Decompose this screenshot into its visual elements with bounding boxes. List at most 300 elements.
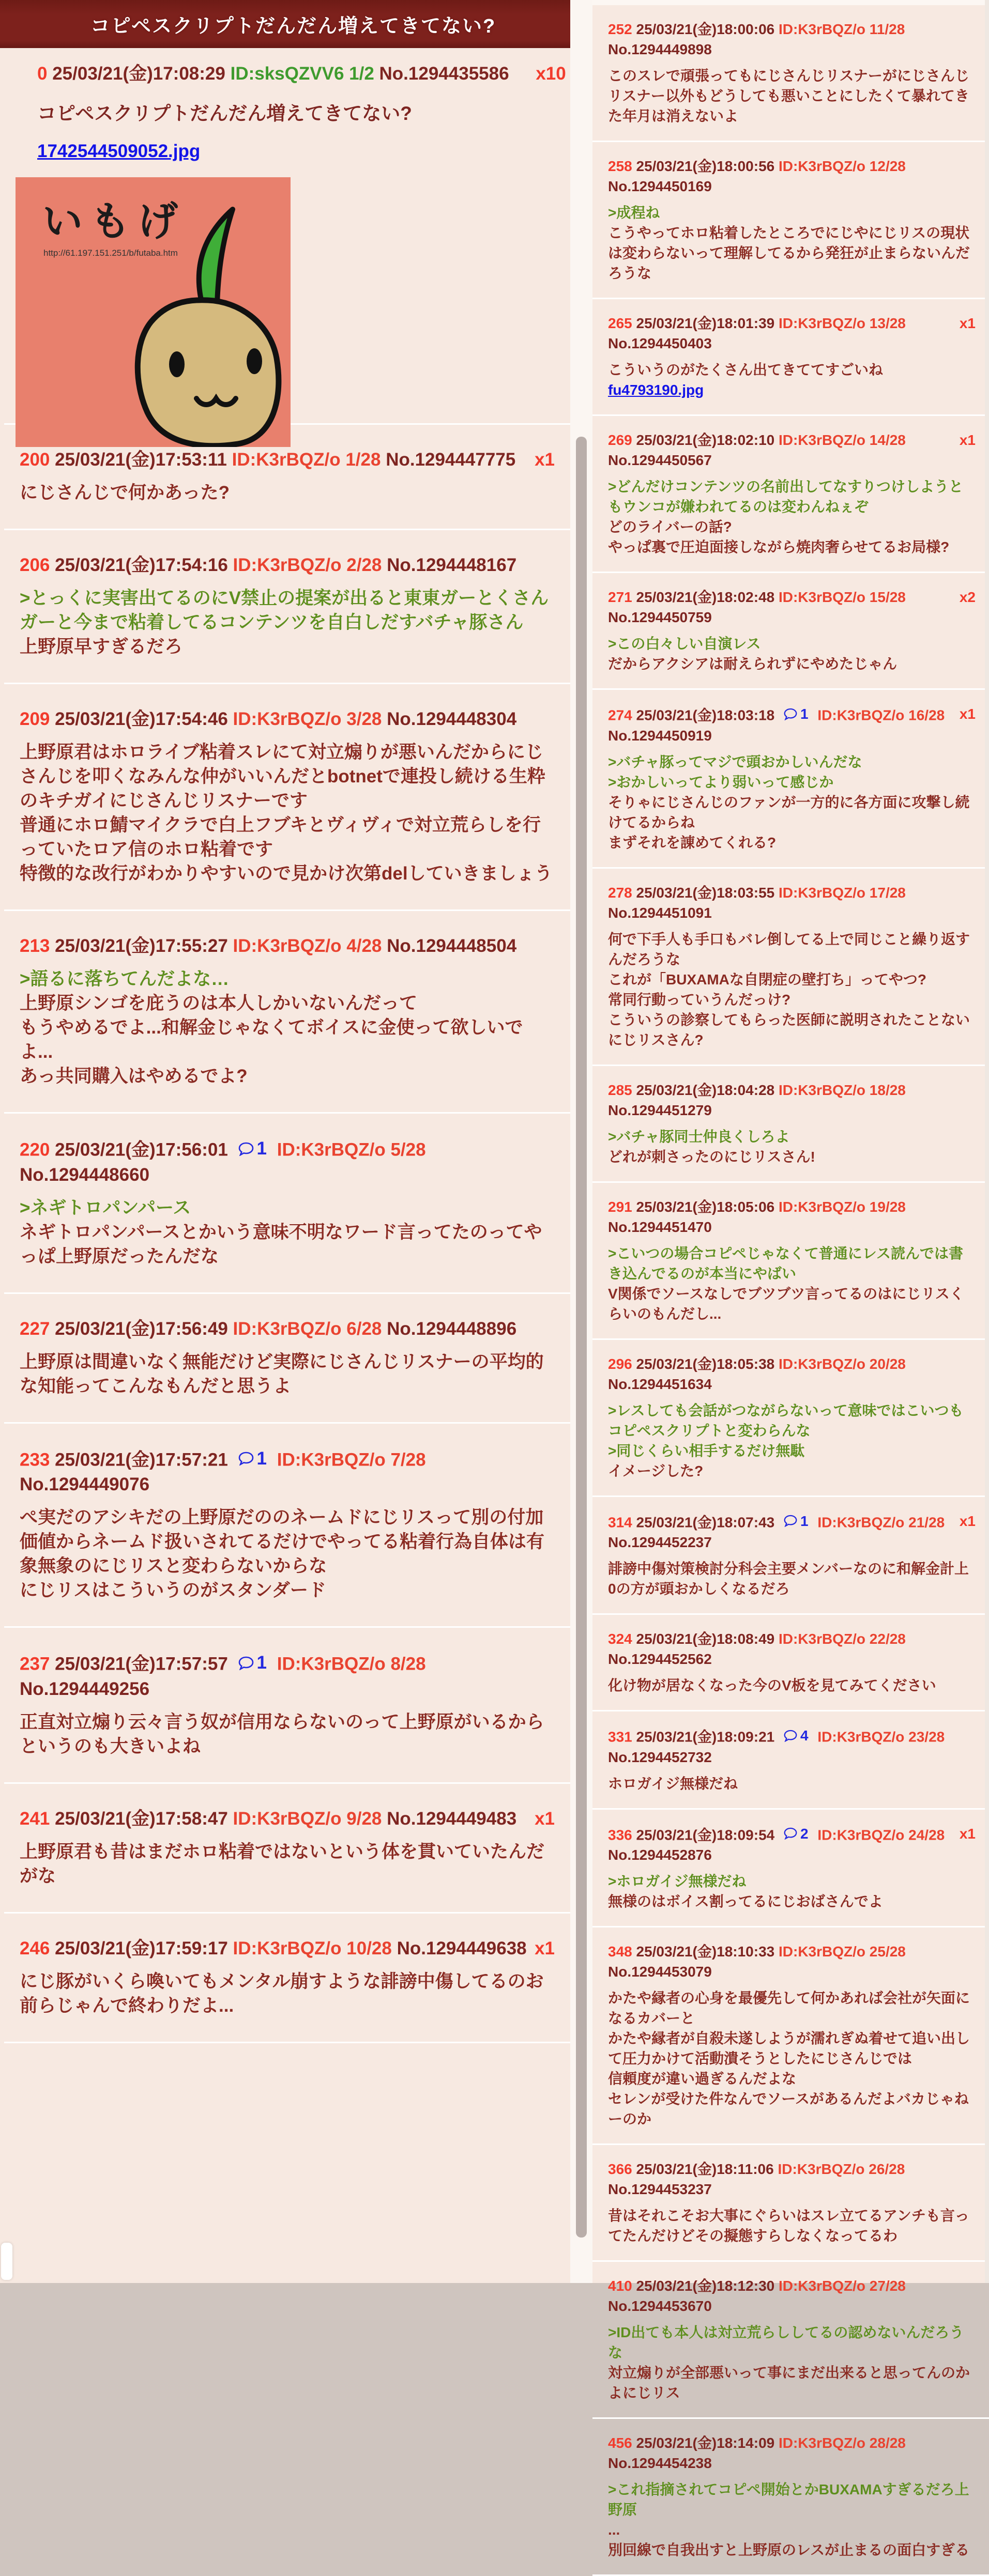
potato-left-eye	[169, 351, 185, 377]
thread-title: コピペスクリプトだんだん増えてきてない?	[90, 16, 496, 37]
post-date: 25/03/21(金)17:56:49	[55, 1318, 228, 1339]
post-body-line: やっぱ裏で圧迫面接しながら焼肉奢らせてるお局様?	[608, 539, 950, 555]
post-id: ID:K3rBQZ/o	[233, 936, 342, 956]
post-body-line: 昔はそれこそお大事にぐらいはスレ立てるアンチも言ってたんだけどその擬態すらしなくなってるわ	[608, 2208, 969, 2244]
post-body-line: V関係でソースなしでブツブツ言ってるのはにじリスくらいのもんだし...	[608, 1285, 964, 1322]
post-body-line: 信頼度が違い過ぎるんだよな	[608, 2071, 797, 2087]
post-id-count: 7/28	[390, 1449, 426, 1470]
post-date: 25/03/21(金)17:54:46	[55, 709, 228, 729]
post-body-line: こういうのがたくさん出てきててすごいね	[608, 362, 884, 378]
left-edge-sliver	[1, 2243, 12, 2280]
post-body	[608, 1773, 976, 1794]
post-number: 265	[608, 315, 632, 331]
reply-count-badge[interactable]	[238, 1446, 267, 1471]
post-header	[608, 430, 976, 470]
post-header	[608, 587, 976, 627]
reply-count-number: 1	[256, 1653, 267, 1673]
reply-count-number: 1	[800, 706, 809, 722]
post-id-count: 13/28	[869, 315, 906, 331]
post	[4, 1424, 570, 1628]
post-header	[608, 704, 976, 746]
post-number: 271	[608, 589, 632, 605]
post-no: No.1294447775	[386, 450, 516, 470]
post-date: 25/03/21(金)18:04:28	[636, 1082, 775, 1098]
post-body-line: どれが刺さったのにじリスさん!	[608, 1148, 815, 1165]
post-body	[608, 929, 976, 1050]
post-header	[20, 1936, 555, 1961]
post-body	[608, 1127, 976, 1167]
post	[592, 299, 989, 416]
post-header	[608, 1725, 976, 1767]
post-body-line: 上野原は間違いなく無能だけど実際にじさんじリスナーの平均的な知能ってこんなもんだと思うよ	[20, 1351, 544, 1396]
post-number: 296	[608, 1355, 632, 1372]
post-no: No.1294450567	[608, 452, 712, 468]
post-date: 25/03/21(金)18:11:06	[636, 2161, 774, 2177]
post-number: 291	[608, 1198, 632, 1215]
post-id: ID:K3rBQZ/o	[233, 709, 342, 729]
post-date: 25/03/21(金)18:12:30	[636, 2278, 775, 2294]
post-id-count: 18/28	[869, 1082, 906, 1098]
reply-count-number: 1	[800, 1513, 809, 1529]
post-body-line: 誹謗中傷対策検討分科会主要メンバーなのに和解金計上0の方が頭おかしくなるだろ	[608, 1561, 969, 1597]
reply-count-badge[interactable]	[784, 1511, 809, 1531]
sodane-count: x2	[959, 589, 976, 605]
post-no: No.1294448304	[387, 709, 517, 729]
post-id: ID:K3rBQZ/o	[779, 1082, 866, 1098]
op-post-id-count: 1/2	[349, 64, 374, 84]
post-no: No.1294454238	[608, 2455, 712, 2471]
post-date: 25/03/21(金)18:14:09	[636, 2435, 775, 2451]
post-header	[608, 1354, 976, 1394]
reply-bubble-icon	[238, 1656, 254, 1670]
op-post-number: 0	[37, 64, 48, 84]
post-no: No.1294451634	[608, 1376, 712, 1392]
post-body-line: >どんだけコンテンツの名前出してなすりつけしようともウンコが嫌われてるのは変わんねぇぞ	[608, 479, 963, 515]
reply-bubble-icon	[784, 1730, 797, 1742]
post-number: 324	[608, 1631, 632, 1647]
post-number: 213	[20, 936, 50, 956]
post-no: No.1294448167	[387, 555, 517, 575]
post-no: No.1294449898	[608, 41, 712, 57]
post-body-line: 普通にホロ鯖マイクラで白上フブキとヴィヴィで対立荒らしを行っていたロア信のホロ粘着です	[20, 815, 541, 859]
post-body-line: セレンが受けた件なんでソースがあるんだよバカじゃねーのか	[608, 2091, 969, 2127]
post-no: No.1294451091	[608, 904, 712, 921]
post-body-line: >バチャ豚ってマジで頭おかしいんだな	[608, 753, 862, 770]
post-id-count: 11/28	[869, 21, 905, 37]
thread-title-bar	[0, 0, 586, 48]
post-id: ID:K3rBQZ/o	[778, 2161, 865, 2177]
post-id: ID:K3rBQZ/o	[233, 1808, 342, 1829]
post-id: ID:K3rBQZ/o	[779, 1198, 866, 1215]
post-body-line: 上野原君はホロライブ粘着スレにて対立煽りが悪いんだからにじさんじを叩くなみんな仲がいいんだとbotnetで連投し続ける生粋のキチガイにじさんじリスナーです	[20, 742, 545, 811]
post-id-count: 4/28	[346, 936, 382, 956]
post-body-line: まずそれを諌めてくれる?	[608, 834, 777, 851]
reply-list-left	[4, 423, 570, 2043]
post-date: 25/03/21(金)17:57:57	[55, 1654, 228, 1674]
post-body-line: にじリスはこういうのがスタンダード	[20, 1580, 326, 1600]
post-body-line: >同じくらい相手するだけ無駄	[608, 1442, 805, 1459]
post-id: ID:K3rBQZ/o	[817, 1514, 905, 1530]
post	[4, 1628, 570, 1784]
op-post	[0, 48, 586, 423]
post-id: ID:K3rBQZ/o	[277, 1654, 386, 1674]
reply-count-badge[interactable]	[238, 1136, 267, 1161]
post-body-line: ...	[608, 2522, 620, 2538]
post-date: 25/03/21(金)18:03:55	[636, 884, 775, 901]
post-no: No.1294453237	[608, 2181, 712, 2197]
post-header	[20, 1651, 555, 1702]
post-id: ID:K3rBQZ/o	[232, 450, 341, 470]
post-no: No.1294452876	[608, 1847, 712, 1863]
post-id: ID:K3rBQZ/o	[233, 1318, 342, 1339]
post	[592, 142, 989, 299]
post-date: 25/03/21(金)17:56:01	[55, 1139, 228, 1160]
reply-bubble-icon	[784, 1827, 797, 1840]
post-number: 258	[608, 158, 632, 174]
post-id-count: 22/28	[869, 1631, 906, 1647]
post-id: ID:K3rBQZ/o	[233, 1938, 342, 1958]
post-body-line: >この白々しい自演レス	[608, 636, 761, 652]
post	[4, 1114, 570, 1294]
post	[4, 1294, 570, 1424]
post-number: 331	[608, 1729, 632, 1745]
column-gutter	[570, 0, 592, 2283]
post-id-count: 28/28	[869, 2435, 906, 2451]
reply-bubble-icon	[784, 708, 797, 720]
post-id: ID:K3rBQZ/o	[277, 1139, 386, 1160]
scrollbar-thumb[interactable]	[576, 437, 587, 2238]
post-id: ID:K3rBQZ/o	[817, 707, 905, 723]
post-body-line: 上野原君も昔はまだホロ粘着ではないという体を貫いていたんだがな	[20, 1841, 545, 1886]
post-body	[608, 203, 976, 283]
post-body	[608, 1988, 976, 2129]
post-body	[608, 66, 976, 126]
post-id-count: 16/28	[908, 707, 945, 723]
post-date: 25/03/21(金)17:54:16	[55, 555, 228, 575]
post-body-line: >これ指摘されてコピペ開始とかBUXAMAすぎるだろ上野原	[608, 2481, 969, 2518]
op-post-date: 25/03/21(金)17:08:29	[52, 64, 225, 84]
post-date: 25/03/21(金)17:58:47	[55, 1808, 228, 1829]
sodane-count: x1	[959, 432, 976, 448]
post-body	[20, 1710, 555, 1759]
post-id-count: 15/28	[869, 589, 906, 605]
post-body-line: >ホロガイジ無様だね	[608, 1873, 747, 1889]
post-id-count: 20/28	[869, 1355, 906, 1372]
post-id: ID:K3rBQZ/o	[779, 884, 866, 901]
post	[592, 1066, 989, 1183]
post-header	[608, 19, 976, 59]
post-id-count: 1/28	[345, 450, 381, 470]
sodane-count: x1	[535, 450, 555, 470]
post	[592, 1183, 989, 1340]
thread-pane-right	[592, 0, 989, 2558]
post-date: 25/03/21(金)18:05:06	[636, 1198, 775, 1215]
reply-count-number: 1	[256, 1138, 267, 1159]
post-no: No.1294448504	[387, 936, 517, 956]
post-id-count: 19/28	[869, 1198, 906, 1215]
post-number: 278	[608, 884, 632, 901]
post-body-line: >とっくに実害出てるのにV禁止の提案が出ると東東ガーとくさんガーと今まで粘着してるコンテンツを自白しだすバチャ豚さん	[20, 588, 549, 633]
post	[592, 416, 989, 573]
post-date: 25/03/21(金)18:03:18	[636, 707, 775, 723]
post	[4, 684, 570, 911]
post-body	[20, 1969, 555, 2018]
post-id: ID:K3rBQZ/o	[779, 158, 866, 174]
post-body-line: このスレで頑張ってもにじさんじリスナーがにじさんじリスナー以外もどうしても悪いことにしたくて暴れてきた年月は消えないよ	[608, 68, 969, 124]
post-id-count: 17/28	[869, 884, 906, 901]
post-body-line: どのライバーの話?	[608, 519, 732, 535]
post-date: 25/03/21(金)18:09:21	[636, 1729, 775, 1745]
post-no: No.1294450403	[608, 335, 712, 351]
post-no: No.1294450759	[608, 609, 712, 625]
post-body-line: >語るに落ちてんだよな…	[20, 969, 230, 989]
post-number: 246	[20, 1938, 50, 1958]
post-body	[608, 1559, 976, 1599]
post-body-line: 化け物が居なくなった今のV板を見てみてください	[608, 1677, 936, 1693]
post-id: ID:K3rBQZ/o	[779, 1943, 866, 1960]
post-body-line: ネギトロパンパースとかいう意味不明なワード言ってたのってやっぱ上野原だったんだな	[20, 1222, 542, 1267]
reply-count-badge[interactable]	[784, 1824, 809, 1844]
post-number: 410	[608, 2278, 632, 2294]
post-body	[608, 752, 976, 853]
post-body	[20, 1350, 555, 1398]
post-header	[608, 883, 976, 923]
post-id-count: 5/28	[390, 1139, 426, 1160]
post-body-line: 無様のはボイス割ってるにじおばさんでよ	[608, 1893, 883, 1909]
post	[592, 1340, 989, 1497]
post-body	[20, 481, 555, 505]
post-body-line: 何で下手人も手口もバレ倒してる上で同じこと繰り返すんだろうな	[608, 931, 970, 967]
post	[592, 573, 989, 690]
post	[4, 1914, 570, 2043]
post-body-line: あっ共同購入はやめるでよ?	[20, 1066, 248, 1086]
op-post-no[interactable]: No.1294435586	[379, 64, 509, 84]
post-body-line: >レスしても会話がつながらないって意味ではこいつもコピペスクリプトと変わらんな	[608, 1402, 964, 1439]
post-body-link-line	[608, 380, 976, 400]
post-id: ID:K3rBQZ/o	[233, 555, 342, 575]
post-date: 25/03/21(金)18:09:54	[636, 1827, 775, 1843]
post-body-line: >バチャ豚同士仲良くしろよ	[608, 1128, 790, 1145]
reply-count-number: 4	[800, 1727, 809, 1744]
post-body-line: だからアクシアは耐えられずにやめたじゃん	[608, 656, 897, 672]
post-body	[608, 360, 976, 400]
post-body-line: 別回線で自我出すと上野原のレスが止まるの面白すぎる	[608, 2542, 970, 2558]
reply-bubble-icon	[238, 1452, 254, 1466]
op-sodane-count: x10	[536, 64, 566, 84]
post	[592, 2145, 989, 2262]
post-body-line: にじさんじで何かあった?	[20, 483, 230, 503]
post-header	[20, 1317, 555, 1341]
post-body-line: そりゃにじさんじのファンが一方的に各方面に攻撃し続けてるからね	[608, 794, 970, 830]
post-number: 220	[20, 1139, 50, 1160]
post-header	[608, 313, 976, 353]
post-body	[608, 2479, 976, 2560]
post-no: No.1294449483	[387, 1808, 517, 1829]
post-body-line: ホロガイジ無様だね	[608, 1775, 738, 1792]
post-number: 227	[20, 1318, 50, 1339]
post-header	[608, 1824, 976, 1865]
post-number: 366	[608, 2161, 632, 2177]
post-number: 241	[20, 1808, 50, 1829]
op-thumbnail-image[interactable]	[16, 177, 291, 447]
post-body-line: 特徴的な改行がわかりやすいので見かけ次第delしていきましょう	[20, 863, 553, 884]
post-body	[608, 476, 976, 557]
post-id-count: 21/28	[908, 1514, 945, 1530]
post-body-line: 正直対立煽り云々言う奴が信用ならないのって上野原がいるからというのも大きいよね	[20, 1711, 544, 1756]
reply-count-number: 1	[256, 1448, 267, 1469]
post-no: No.1294450919	[608, 727, 712, 744]
post-id: ID:K3rBQZ/o	[779, 315, 866, 331]
post-body-line: >こいつの場合コピペじゃなくて普通にレス読んでは書き込んでるのが本当にやばい	[608, 1245, 963, 1282]
post-id: ID:K3rBQZ/o	[779, 432, 866, 448]
reply-bubble-icon	[784, 1515, 797, 1527]
post-body-line: これが「BUXAMAな自閉症の壁打ち」ってやつ?	[608, 971, 926, 988]
post-no: No.1294449256	[20, 1678, 150, 1699]
reply-count-badge[interactable]	[784, 1725, 809, 1746]
post-id: ID:K3rBQZ/o	[779, 589, 866, 605]
post-header	[20, 1807, 555, 1831]
post-header	[608, 1629, 976, 1669]
post-number: 314	[608, 1514, 632, 1530]
post-id: ID:K3rBQZ/o	[817, 1827, 905, 1843]
post-body-line: 上野原早すぎるだろ	[20, 637, 183, 657]
post-number: 252	[608, 21, 632, 37]
post-no: No.1294452562	[608, 1651, 712, 1667]
post-body	[20, 1196, 555, 1269]
post-id: ID:K3rBQZ/o	[779, 1355, 866, 1372]
post-no: No.1294449638	[397, 1938, 527, 1958]
post-id-count: 27/28	[869, 2278, 906, 2294]
post	[592, 690, 989, 869]
reply-count-badge[interactable]	[784, 704, 809, 724]
post-date: 25/03/21(金)17:59:17	[55, 1938, 228, 1958]
post	[592, 869, 989, 1066]
post-id: ID:K3rBQZ/o	[817, 1729, 905, 1745]
op-file-link[interactable]: 1742544509052.jpg	[37, 141, 201, 161]
post-date: 25/03/21(金)17:53:11	[55, 450, 227, 470]
post-body-line: 常同行動っていうんだっけ?	[608, 991, 791, 1008]
post-date: 25/03/21(金)17:55:27	[55, 936, 228, 956]
sodane-count: x1	[959, 1825, 976, 1842]
op-post-header	[37, 61, 581, 86]
post	[592, 2419, 989, 2576]
post-date: 25/03/21(金)18:07:43	[636, 1514, 775, 1530]
post-body-line: 対立煽りが全部悪いって事にまだ出来ると思ってんのかよにじリス	[608, 2365, 970, 2401]
post-body-line: >成程ね	[608, 205, 660, 221]
post-body	[20, 967, 555, 1088]
sodane-count: x1	[959, 706, 976, 722]
attachment-link[interactable]: fu4793190.jpg	[608, 382, 704, 398]
post	[592, 1497, 989, 1615]
post-body	[20, 1840, 555, 1888]
post-date: 25/03/21(金)18:08:49	[636, 1631, 775, 1647]
sodane-count: x1	[959, 1513, 976, 1529]
post-header	[608, 2433, 976, 2473]
post-id-count: 26/28	[869, 2161, 905, 2177]
post-header	[608, 1511, 976, 1553]
post-body-line: こうやってホロ粘着したところでにじやにじリスの現状は変わらないって理解してるから発狂が止まらないんだろうな	[608, 225, 970, 281]
post-date: 25/03/21(金)18:02:48	[636, 589, 775, 605]
post-date: 25/03/21(金)17:57:21	[55, 1449, 228, 1470]
reply-count-number: 2	[800, 1825, 809, 1842]
post	[592, 1615, 989, 1711]
post-header	[20, 707, 555, 732]
post	[592, 1927, 989, 2145]
post-header	[20, 1446, 555, 1498]
post-number: 348	[608, 1943, 632, 1960]
post-no: No.1294451279	[608, 1102, 712, 1118]
post	[4, 911, 570, 1114]
post-body-line: こういうの診察してもらった医師に説明されたことないにじリスさん?	[608, 1011, 970, 1048]
post-number: 206	[20, 555, 50, 575]
post-body	[608, 1243, 976, 1324]
post	[4, 530, 570, 684]
post-id-count: 9/28	[346, 1808, 382, 1829]
post-header	[20, 448, 555, 472]
imoge-logo-text: いもげ	[42, 198, 186, 244]
post-id: ID:K3rBQZ/o	[779, 2278, 866, 2294]
post-number: 285	[608, 1082, 632, 1098]
post-body	[20, 586, 555, 659]
post-id-count: 3/28	[346, 709, 382, 729]
post-no: No.1294453079	[608, 1964, 712, 1980]
post-date: 25/03/21(金)18:00:06	[636, 21, 775, 37]
post-no: No.1294453670	[608, 2298, 712, 2314]
post-number: 237	[20, 1654, 50, 1674]
post-number: 233	[20, 1449, 50, 1470]
post	[592, 2262, 989, 2419]
post-no: No.1294450169	[608, 178, 712, 194]
post-id-count: 12/28	[869, 158, 906, 174]
post-id-count: 6/28	[346, 1318, 382, 1339]
post-no: No.1294449076	[20, 1474, 150, 1494]
post-header	[608, 156, 976, 196]
post-date: 25/03/21(金)18:01:39	[636, 315, 775, 331]
post-body	[608, 2322, 976, 2403]
post-header	[608, 2276, 976, 2316]
op-subject-text: コピペスクリプトだんだん増えてきてない?	[37, 103, 412, 124]
post-number: 269	[608, 432, 632, 448]
post-date: 25/03/21(金)18:00:56	[636, 158, 775, 174]
post-no: No.1294448896	[387, 1318, 517, 1339]
op-post-id[interactable]: ID:sksQZVV6	[230, 64, 344, 84]
potato-right-eye	[247, 348, 262, 374]
post	[592, 5, 989, 142]
post-date: 25/03/21(金)18:05:38	[636, 1355, 775, 1372]
post-body-line: かたや縁者が自殺未遂しようが濡れぎぬ着せて追い出して圧力かけて活動潰そうとしたにじさんじでは	[608, 2030, 970, 2066]
post-body-line: かたや縁者の心身を最優先して何かあれば会社が矢面になるカバーと	[608, 1990, 970, 2026]
post-date: 25/03/21(金)18:10:33	[636, 1943, 775, 1960]
post-body-line: イメージした?	[608, 1462, 704, 1479]
post-no: No.1294448660	[20, 1164, 150, 1185]
post-id-count: 24/28	[908, 1827, 945, 1843]
post-body-line: 上野原シンゴを庇うのは本人しかいないんだって	[20, 993, 418, 1013]
sodane-count: x1	[535, 1808, 555, 1829]
post-date: 25/03/21(金)18:02:10	[636, 432, 775, 448]
post-body-line: ぺ実だのアシキだの上野原だののネームドにじリスって別の付加価値からネームド扱いされてるだけでやってる粘着行為自体は有象無象のにじリスと変わらないからな	[20, 1507, 545, 1576]
post-body	[608, 1871, 976, 1911]
post-number: 274	[608, 707, 632, 723]
post-body	[608, 2205, 976, 2246]
post-header	[20, 934, 555, 959]
post-id: ID:K3rBQZ/o	[277, 1449, 386, 1470]
post-id-count: 10/28	[346, 1938, 392, 1958]
post-body-line: もうやめるでよ...和解金じゃなくてボイスに金使って欲しいでよ...	[20, 1017, 523, 1062]
post-body-line: >ID出ても本人は対立荒らししてるの認めないんだろうな	[608, 2324, 964, 2361]
post-body	[608, 1400, 976, 1481]
reply-count-badge[interactable]	[238, 1651, 267, 1675]
post-body-line: >ネギトロパンパース	[20, 1197, 191, 1218]
